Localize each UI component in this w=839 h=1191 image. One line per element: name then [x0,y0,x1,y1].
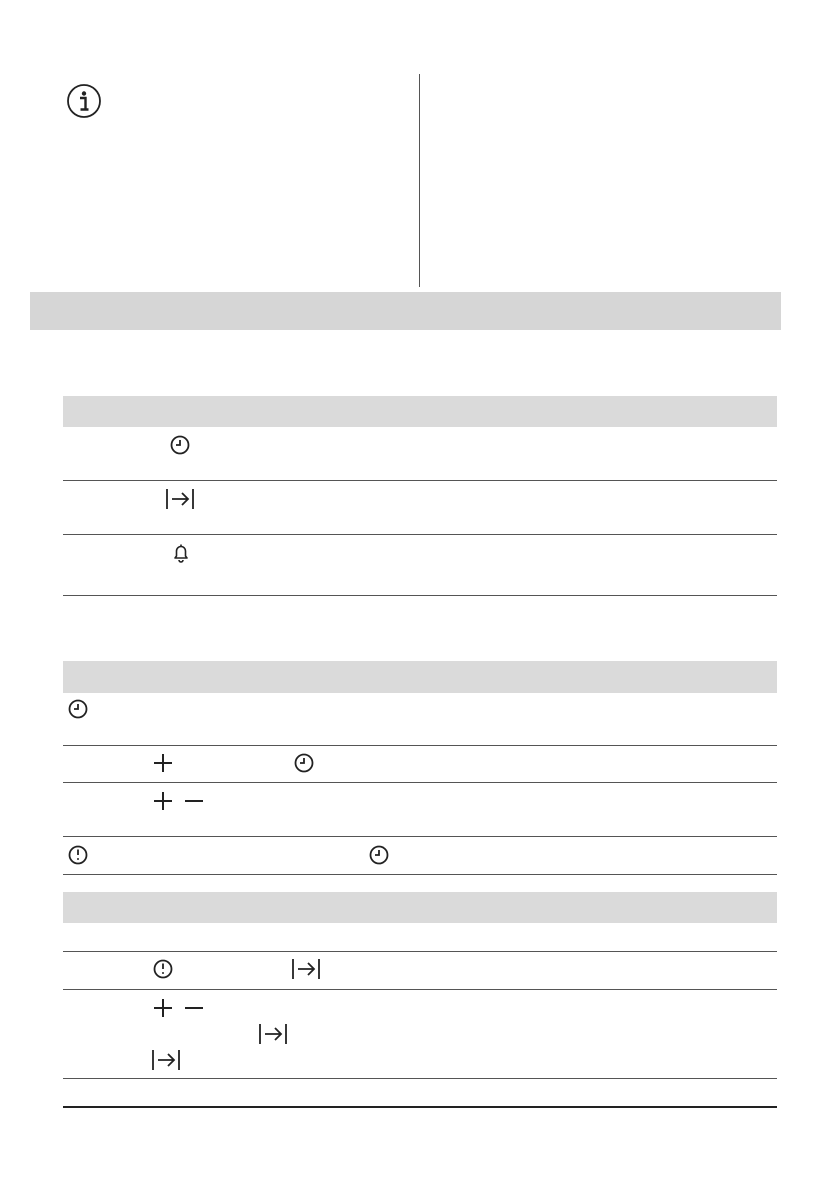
table-row-divider [63,1078,777,1079]
table-row-divider [63,836,777,837]
minute-minder-icon [67,844,89,866]
column-divider [419,74,420,287]
table-row-divider [63,745,777,746]
table-row-divider [63,534,777,535]
clock-icon [169,434,191,456]
table-row-divider [63,782,777,783]
table-bottom-rule [63,1106,777,1108]
section-heading-bar [30,292,781,330]
info-circle-icon [66,83,102,119]
clock-icon [293,752,315,774]
table-header [63,661,777,693]
plus-icon [152,752,174,774]
clock-icon [368,844,390,866]
duration-arrow-icon [165,487,195,511]
table-row-divider [63,874,777,875]
duration-arrow-icon [151,1048,181,1072]
table-header [63,396,777,427]
plus-icon [152,790,174,812]
table-row-divider [63,951,777,952]
duration-arrow-icon [291,957,321,981]
duration-arrow-icon [258,1022,288,1046]
minus-icon [183,790,205,812]
plus-icon [152,997,174,1019]
table-header [63,892,777,923]
table-row-divider [63,989,777,990]
table-row-divider [63,480,777,481]
bell-icon [170,542,192,564]
clock-icon [67,698,89,720]
minute-minder-icon [152,958,174,980]
table-row-divider [63,595,777,596]
minus-icon [183,997,205,1019]
